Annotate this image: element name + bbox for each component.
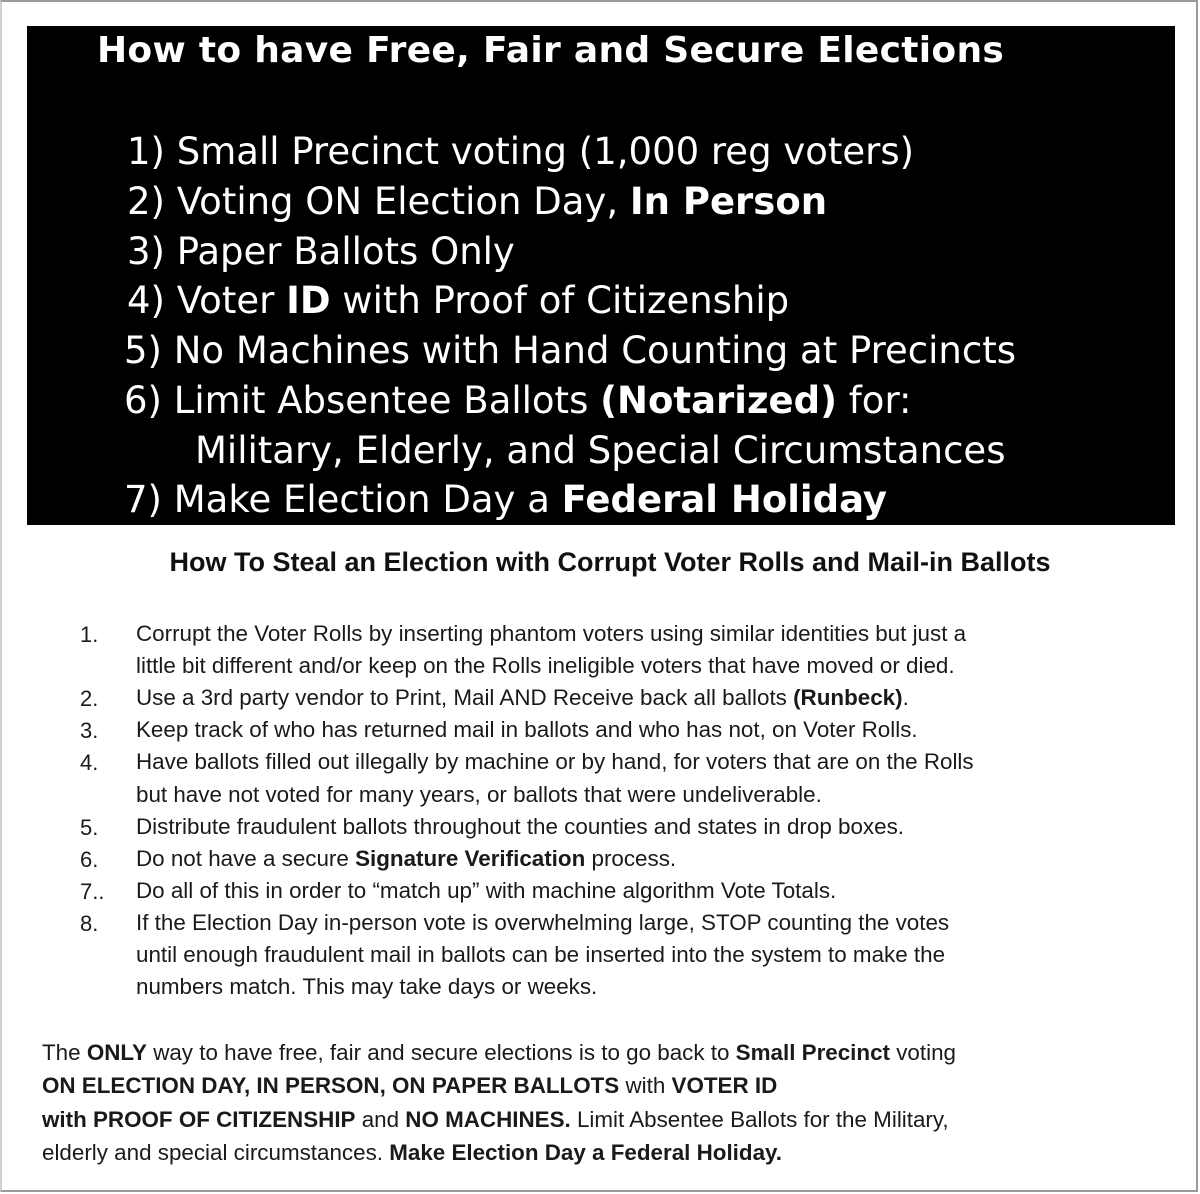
text-run: Have ballots filled out illegally by machine or by hand, for voters that are on the Rolls <box>136 749 974 774</box>
text-run: little bit different and/or keep on the Rolls ineligible voters that have moved or died. <box>136 653 955 678</box>
bold-text: (Notarized) <box>600 379 838 422</box>
text-run: Keep track of who has returned mail in ballots and who has not, on Voter Rolls. <box>136 717 918 742</box>
panel-item <box>124 329 1016 373</box>
bold-text: NO MACHINES. <box>405 1107 571 1132</box>
list-number: 4. <box>80 750 99 775</box>
list-item-line <box>136 621 966 647</box>
text-run: 6) Limit Absentee Ballots <box>124 379 601 422</box>
steal-election-heading: How To Steal an Election with Corrupt Voter Rolls and Mail-in Ballots <box>169 547 1051 577</box>
text-run: elderly and special circumstances. <box>42 1140 390 1165</box>
list-item-line <box>136 910 949 936</box>
bold-text: ID <box>286 279 331 322</box>
bold-text: Make Election Day a Federal Holiday. <box>389 1140 783 1165</box>
conclusion-line <box>42 1107 949 1133</box>
list-number: 5. <box>80 815 99 840</box>
bold-text: ON ELECTION DAY, IN PERSON, ON PAPER BALLOTS <box>42 1073 620 1098</box>
text-run: 7) Make Election Day a <box>124 478 562 521</box>
bold-text: ONLY <box>86 1040 147 1065</box>
conclusion-line <box>42 1140 782 1166</box>
text-run: . <box>902 685 909 710</box>
list-item-line <box>136 846 676 872</box>
text-run: with <box>619 1073 672 1098</box>
text-run: Do all of this in order to “match up” with machine algorithm Vote Totals. <box>136 878 837 903</box>
text-run: with Proof of Citizenship <box>330 279 790 322</box>
text-run: If the Election Day in-person vote is overwhelming large, STOP counting the votes <box>136 910 950 935</box>
bold-text: Small Precinct <box>735 1040 890 1065</box>
text-run: Military, Elderly, and Special Circumstances <box>195 429 1006 472</box>
text-run: 3) Paper Ballots Only <box>127 230 515 273</box>
list-number: 2. <box>80 686 99 711</box>
panel-item <box>127 279 789 323</box>
list-item-line <box>136 942 945 968</box>
panel-item <box>127 130 914 174</box>
bold-text: Signature Verification <box>355 846 586 871</box>
list-item-line <box>136 749 974 775</box>
list-item-line <box>136 782 822 808</box>
panel-item <box>127 230 515 274</box>
list-item-line <box>136 878 836 904</box>
list-number: 7.. <box>80 879 105 904</box>
text-run: way to have free, fair and secure elections is to go back to <box>146 1040 736 1065</box>
list-number: 1. <box>80 622 99 647</box>
list-item-line <box>136 814 904 840</box>
list-item-line <box>136 653 955 679</box>
text-run: and <box>355 1107 406 1132</box>
list-item-line <box>136 974 597 1000</box>
text-run: 1) Small Precinct voting (1,000 reg voters) <box>127 130 915 173</box>
text-run: Corrupt the Voter Rolls by inserting phantom voters using similar identities but just a <box>136 621 967 646</box>
text-run: 4) Voter <box>127 279 287 322</box>
conclusion-line <box>42 1040 956 1066</box>
text-run: process. <box>585 846 677 871</box>
text-run: Distribute fraudulent ballots throughout the counties and states in drop boxes. <box>136 814 904 839</box>
list-number: 8. <box>80 911 99 936</box>
text-run: for: <box>837 379 912 422</box>
conclusion-line <box>42 1073 777 1099</box>
bold-text: with PROOF OF CITIZENSHIP <box>42 1107 356 1132</box>
list-item-line <box>136 717 918 743</box>
bold-text: (Runbeck) <box>793 685 903 710</box>
panel-item <box>124 478 887 522</box>
bold-text: In Person <box>629 180 828 223</box>
panel-item <box>124 379 911 423</box>
list-item-line <box>136 685 909 711</box>
panel-item-continuation <box>195 429 1005 473</box>
panel-title: How to have Free, Fair and Secure Elections <box>97 30 1005 71</box>
bold-text: Federal Holiday <box>561 478 888 521</box>
panel-item <box>127 180 827 224</box>
text-run: Use a 3rd party vendor to Print, Mail AND Receive back all ballots <box>136 685 794 710</box>
text-run: voting <box>890 1040 956 1065</box>
text-run: Limit Absentee Ballots for the Military, <box>570 1107 949 1132</box>
text-run: The <box>42 1040 87 1065</box>
text-run: Do not have a secure <box>136 846 356 871</box>
text-run: 2) Voting ON Election Day, <box>127 180 630 223</box>
text-run: numbers match. This may take days or weeks. <box>136 974 598 999</box>
text-run: 5) No Machines with Hand Counting at Precincts <box>124 329 1017 372</box>
bold-text: VOTER ID <box>671 1073 778 1098</box>
free-fair-elections-panel <box>27 26 1175 525</box>
text-run: but have not voted for many years, or ballots that were undeliverable. <box>136 782 822 807</box>
list-number: 3. <box>80 718 99 743</box>
text-run: until enough fraudulent mail in ballots can be inserted into the system to make the <box>136 942 946 967</box>
list-number: 6. <box>80 847 99 872</box>
